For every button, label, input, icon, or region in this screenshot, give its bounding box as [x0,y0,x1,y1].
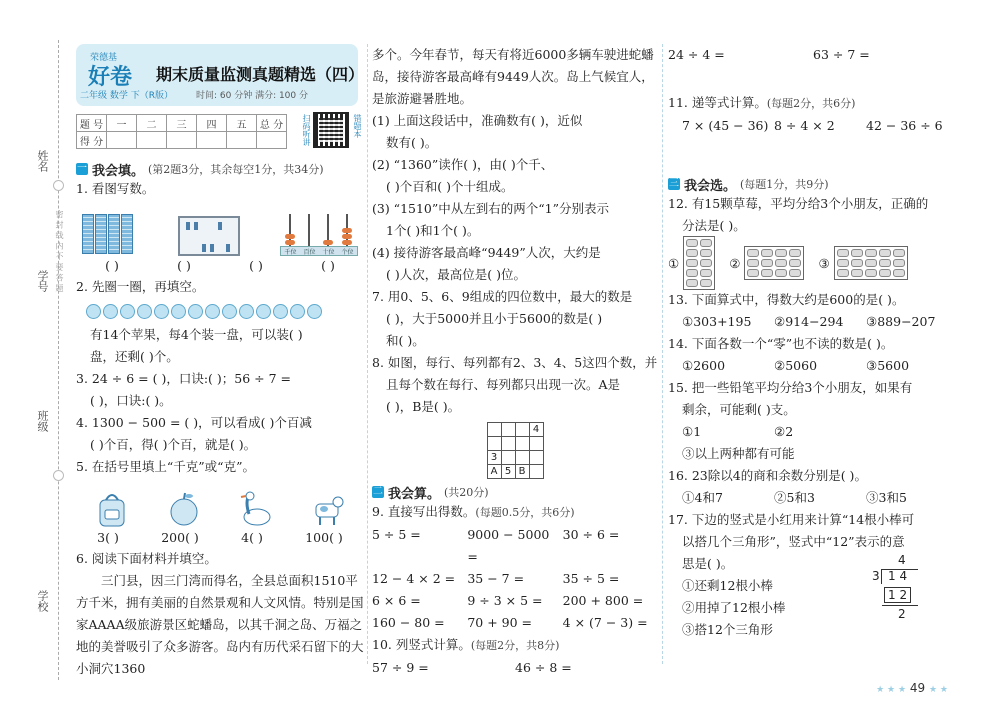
option[interactable]: ②用掉了12根小棒 [682,600,786,615]
score-cell: 总 分 [257,115,287,132]
binding-hole [53,180,64,191]
q7-line: 7. 用0、5、6、9组成的四位数中，最大的数是 [372,289,633,304]
answer-blank[interactable]: 100( ) [305,530,343,545]
option-label[interactable]: ② [729,255,741,271]
calc-item: 57 ÷ 9 = [372,660,429,675]
q6-passage: 三门县，因三门湾而得名，全县总面积1510平方千米，拥有美丽的自然景观和人文风情。特别是国家AAAA级旅游景区蛇蟠岛，以其千洞之岛、万福之地的美誉吸引了众多游客。岛内有历代采石留下的大小洞穴1360 [76,573,364,676]
page-title: 期末质量监测真题精选（四） [156,65,365,84]
calc-item: 160 − 80 = [372,615,445,630]
apple-icon[interactable] [256,304,271,319]
q10-text: 10. 列竖式计算。 [372,637,471,652]
calc-row [372,568,658,590]
option[interactable]: ③以上两种都有可能 [682,446,795,461]
calc-item: 8 ÷ 4 × 2 [774,118,835,133]
grid-cell [529,437,543,451]
backpack-icon [95,490,129,528]
answer-blank[interactable]: ( ) [249,258,263,273]
counter-label: 十位 [322,248,335,256]
option-label[interactable]: ③ [818,255,830,271]
score-input[interactable] [197,132,227,149]
strawberry-group-icon [744,246,804,280]
q6-sub: 1个( )和1个( )。 [386,223,480,238]
abacus-icon [178,216,240,256]
calc-item: 9000 − 5000 = [467,527,550,564]
option[interactable]: ②5060 [774,358,818,373]
q6-sub: (4) 接待游客最高峰“9449”人次，大约是 [372,245,601,260]
answer-blank[interactable]: ( ) [105,258,119,273]
grid-cell: A [487,465,501,479]
q13-options [668,311,958,333]
strawberry-group-icon [683,236,715,290]
calc-item: 200 + 800 = [562,593,644,608]
apple-icon[interactable] [239,304,254,319]
page-number [876,681,948,695]
grid-cell [515,423,529,437]
option[interactable]: ③889−207 [866,314,936,329]
grid-cell [529,451,543,465]
apple-icon[interactable] [171,304,186,319]
apple-icon[interactable] [307,304,322,319]
option[interactable]: ③5600 [866,358,910,373]
section-note: (每题1分，共9分) [740,178,829,191]
q2-line: 有14个苹果，每4个装一盘，可以装( ) [90,327,303,342]
apple-icon[interactable] [103,304,118,319]
counter-label: 百位 [303,248,316,256]
q16-options [668,487,958,509]
q1-text: 1. 看图写数。 [76,181,155,196]
brand-small: 荣德基 [90,53,118,63]
grid-cell [515,437,529,451]
time-info: 时间: 60 分钟 满分: 100 分 [196,91,308,101]
option[interactable]: ①2600 [682,358,726,373]
q8-line: ( )，B是( )。 [386,399,461,414]
section-note: (共20分) [444,486,489,499]
apple-icon[interactable] [154,304,169,319]
q17-line: 思是( )。 [682,556,734,571]
section-icon: 一 [77,163,87,174]
apple-icon[interactable] [86,304,101,319]
dividend: 1 4 [888,569,908,583]
calc-item: 42 − 36 ÷ 6 [866,118,943,133]
score-input[interactable] [107,132,137,149]
calc-item: 46 ÷ 8 = [515,660,572,675]
score-cell: 一 [107,115,137,132]
grid-cell [515,451,529,465]
calc-item: 12 − 4 × 2 = [372,571,456,586]
calc-row [372,590,658,612]
strawberry-group-icon [834,246,908,280]
score-cell: 四 [197,115,227,132]
calc-item: 7 × (45 − 36) [682,118,769,133]
q4-line: ( )个百，得( )个百，就是( )。 [90,437,257,452]
long-division [868,553,928,621]
q5-text: 5. 在括号里填上“千克”或“克”。 [76,459,255,474]
q2-line: 盘，还剩( )个。 [90,349,179,364]
q5-blanks [76,528,364,548]
q6-passage-cont: 多个。今年春节，每天有将近6000多辆车驶进蛇蟠岛，接待游客最高峰有9449人次。岛上气候宜人，是旅游避暑胜地。 [372,47,654,106]
apple-icon[interactable] [137,304,152,319]
student-id-label: 学号 [36,270,49,292]
option[interactable]: ②914−294 [774,314,844,329]
score-value-row [77,132,287,149]
section-icon: 三 [669,178,679,189]
grid-cell [529,465,543,479]
qr-right-label: 错题本 [353,114,362,138]
calc-item: 4 × (7 − 3) = [562,615,648,630]
calc-item: 30 ÷ 6 = [562,527,620,542]
calc-item: 24 ÷ 4 = [668,47,725,62]
q15-line: 15. 把一些铅笔平均分给3个小朋友，如果有 [668,380,913,395]
score-input[interactable] [227,132,257,149]
answer-blank[interactable]: ( ) [321,258,335,273]
q6-sub: (3) “1510”中从左到右的两个“1”分别表示 [372,201,610,216]
q6-sub: (1) 上面这段话中，准确数有( )，近似 [372,113,583,128]
section-title: 我会选。 [684,178,737,194]
qr-area [300,112,364,152]
place-value-counter-icon [280,210,358,256]
q6-sub: 数有( )。 [386,135,438,150]
q3-line: 3. 24 ÷ 6 = ( )，口诀:( )；56 ÷ 7 = [76,371,291,386]
score-cell: 二 [137,115,167,132]
score-input[interactable] [257,132,287,149]
binding-strip [0,0,70,711]
q11-heading [668,92,958,115]
q11-text: 11. 递等式计算。 [668,95,767,110]
section-1-heading [76,160,364,178]
divisor: 3 [872,569,880,583]
score-cell: 五 [227,115,257,132]
q14-options [668,355,958,377]
calc-row [372,612,658,634]
seal-text: 密 封 线 内 不 要 答 题 [55,210,64,292]
column-2 [372,44,658,679]
option[interactable]: ①303+195 [682,314,752,329]
q8-line: 且每个数在每行、每列都只出现一次。A是 [386,377,621,392]
star-icon: ★ ★ ★ [876,685,907,695]
header-banner [76,44,365,106]
star-icon: ★ ★ [929,685,948,695]
name-label: 姓名 [36,150,49,172]
option[interactable]: ②5和3 [774,490,815,505]
q10-heading [372,634,658,657]
apple-icon[interactable] [290,304,305,319]
q14-text: 14. 下面各数一个“零”也不读的数是( )。 [668,336,894,351]
column-1 [76,44,364,680]
q5-objects [76,478,364,528]
school-label: 学校 [36,590,49,612]
q17-line: 以搭几个三角形”，竖式中“12”表示的意 [682,534,905,549]
grid-cell: B [515,465,529,479]
q12-options [668,237,958,289]
option-label[interactable]: ① [668,255,680,271]
q6-sub: (2) “1360”读作( )，由( )个千、 [372,157,554,172]
q3-line: ( )，口诀:( )。 [90,393,172,408]
grid-cell [487,423,501,437]
q7-line: 和( )。 [386,333,425,348]
brand-logo: 好卷 [88,65,133,90]
apple-row [76,298,364,324]
column-divider [367,44,368,664]
calc-item: 35 ÷ 5 = [562,571,620,586]
section-icon: 二 [373,486,383,497]
apple-icon[interactable] [120,304,135,319]
calc-item: 6 × 6 = [372,593,421,608]
q15-options [668,421,958,443]
option[interactable]: ③搭12个三角形 [682,622,773,637]
binding-hole [53,470,64,481]
q12-line: 12. 有15颗草莓，平均分给3个小朋友，正确的 [668,196,929,211]
option[interactable]: ③3和5 [866,490,907,505]
q9-heading [372,501,658,524]
q9-text: 9. 直接写出得数。 [372,504,476,519]
q15-line: 剩余，可能剩( )支。 [682,402,796,417]
thousand-cube-icon [82,210,138,256]
grid-cell [487,437,501,451]
score-cell: 三 [167,115,197,132]
page-number-value: 49 [909,681,926,695]
q6-sub: ( )个百和( )个十组成。 [386,179,514,194]
q8-line: 8. 如图，每行、每列都有2、3、4、5这四个数，并 [372,355,658,370]
counter-label: 个位 [341,248,354,256]
calc-row [668,115,958,137]
score-input[interactable] [167,132,197,149]
grid-cell [501,423,515,437]
calc-item: 63 ÷ 7 = [813,47,870,62]
calc-row [372,657,658,679]
answer-blank[interactable]: ( ) [177,258,191,273]
q4-line: 4. 1300 − 500 = ( )，可以看成( )个百减 [76,415,312,430]
apple-icon[interactable] [273,304,288,319]
grid-cell: 5 [501,465,515,479]
option[interactable]: ②2 [774,424,794,439]
apple-icon[interactable] [188,304,203,319]
answer-blank[interactable]: 4( ) [241,530,263,545]
q1-answer-blanks [76,256,364,276]
grade-label: 二年级 数学 下（R版） [80,91,173,101]
column-3 [668,44,958,641]
q17-line: 17. 下边的竖式是小红用来计算“14根小棒可 [668,512,915,527]
q12-line: 分法是( )。 [682,218,746,233]
grid-cell [501,451,515,465]
score-cell: 得 分 [77,132,107,149]
counter-label: 千位 [284,248,297,256]
score-header-row [77,115,287,132]
option[interactable]: ①4和7 [682,490,723,505]
cow-icon [311,490,345,528]
score-cell: 题 号 [77,115,107,132]
section-2-heading [372,483,658,501]
q11-note: (每题2分，共6分) [766,97,856,110]
seal-line [58,40,59,680]
q16-text: 16. 23除以4的商和余数分别是( )。 [668,468,867,483]
calc-item: 9 ÷ 3 × 5 = [467,593,543,608]
remainder: 2 [898,607,906,621]
q6-text: 6. 阅读下面材料并填空。 [76,551,217,566]
column-divider [662,44,663,664]
calc-item: 70 + 90 = [467,615,533,630]
number-grid [487,422,544,479]
calc-item: 5 ÷ 5 = [372,527,421,542]
apple-icon[interactable] [205,304,220,319]
score-table [76,114,287,149]
product: 1 2 [884,587,911,603]
q1-pictures [76,200,364,256]
calc-item: 35 − 7 = [467,571,525,586]
score-input[interactable] [137,132,167,149]
q9-note: (每题0.5分，共6分) [475,506,575,519]
option[interactable]: ①1 [682,424,702,439]
class-label: 班级 [36,410,49,432]
apple-icon [167,490,201,528]
q6-sub: ( )人次，最高位是( )位。 [386,267,526,282]
section-title: 我会填。 [92,163,145,179]
answer-blank[interactable]: 3( ) [97,530,119,545]
calc-row [372,524,658,568]
grid-cell: 4 [529,423,543,437]
grid-cell [501,437,515,451]
apple-icon[interactable] [222,304,237,319]
section-note: (第2题3分，其余每空1分，共34分) [148,163,324,176]
calc-row [668,44,958,66]
goose-icon [239,490,273,528]
answer-blank[interactable]: 200( ) [161,530,199,545]
grid-cell: 3 [487,451,501,465]
section-3-heading [668,175,958,193]
qr-left-label: 扫码听讲 [302,114,311,146]
qr-code-icon[interactable] [313,112,349,148]
q7-line: ( )，大于5000并且小于5600的数是( ) [386,311,603,326]
section-title: 我会算。 [388,486,441,502]
q2-text: 2. 先圈一圈，再填空。 [76,279,205,294]
q13-text: 13. 下面算式中，得数大约是600的是( )。 [668,292,905,307]
option[interactable]: ①还剩12根小棒 [682,578,773,593]
quotient: 4 [898,553,906,567]
q10-note: (每题2分，共8分) [470,639,560,652]
